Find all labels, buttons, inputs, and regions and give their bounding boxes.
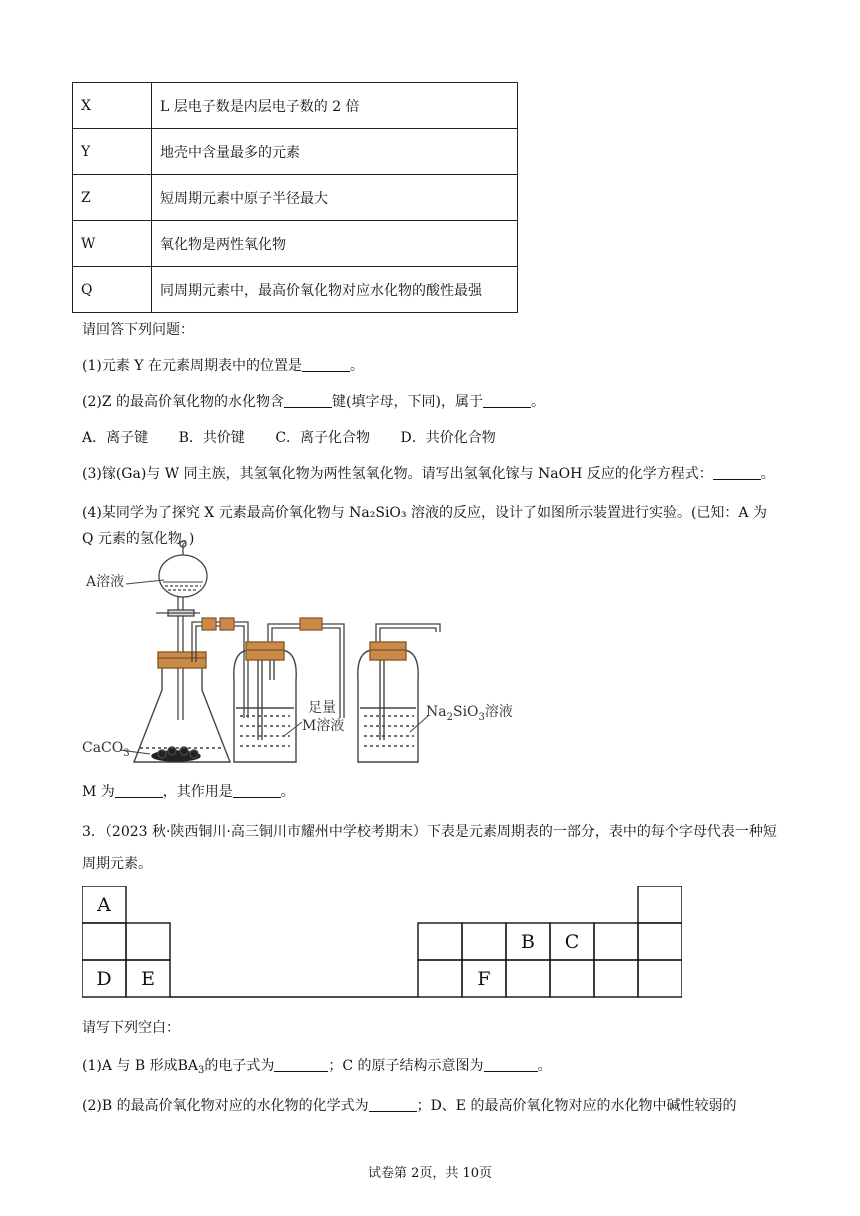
- element-row: [73, 175, 518, 221]
- cell-a: A: [97, 894, 111, 916]
- element-row: [73, 221, 518, 267]
- element-info-table: [72, 82, 518, 313]
- periodic-table-fragment: [82, 886, 682, 998]
- q2-part1: (1)元素 Y 在元素周期表中的位置是 。: [82, 358, 364, 374]
- q3-part2: (2)B 的最高价氧化物对应的水化物的化学式为 ；D、E 的最高价氧化物对应的水化物中碱性较弱的: [82, 1098, 737, 1114]
- element-description: 同周期元素中，最高价氧化物对应水化物的酸性最强: [152, 267, 518, 313]
- answer-blank[interactable]: [302, 357, 350, 372]
- erlenmeyer-flask: [134, 652, 230, 762]
- label-caco3: CaCO$_3$: [82, 740, 130, 759]
- answer-blank[interactable]: [233, 783, 281, 798]
- gas-washing-bottle-1: [234, 642, 296, 762]
- cell-e: E: [141, 968, 155, 990]
- q2-part2: (2)Z 的最高价氧化物的水化物含 键(填字母，下同)，属于 。: [82, 394, 545, 410]
- option-d: D．共价化合物: [400, 430, 496, 446]
- answer-blank[interactable]: [484, 1057, 538, 1072]
- q3-header: 3．（2023 秋·陕西铜川·高三铜川市耀州中学校考期末）下表是元素周期表的一部分，表中的每个字母代表一种短周期元素。: [82, 824, 777, 872]
- experiment-apparatus-diagram: [80, 540, 520, 775]
- element-row: [73, 129, 518, 175]
- element-symbol: Z: [73, 175, 152, 221]
- option-c: C．离子化合物: [275, 430, 371, 446]
- element-symbol: Y: [73, 129, 152, 175]
- cell-f: F: [477, 968, 491, 990]
- q3-part1: (1)A 与 B 形成$BA_3$的电子式为 ；C 的原子结构示意图为 。: [82, 1058, 552, 1076]
- q2-m-line: M 为 ，其作用是 。: [82, 784, 295, 800]
- option-a: A．离子键: [82, 430, 149, 446]
- gas-washing-bottle-2: [358, 642, 418, 762]
- q2-options: [82, 428, 522, 448]
- element-symbol: Q: [73, 267, 152, 313]
- element-description: L 层电子数是内层电子数的 2 倍: [152, 83, 518, 129]
- element-description: 氧化物是两性氧化物: [152, 221, 518, 267]
- label-m-solution-line1: 足量: [308, 700, 336, 716]
- formula-ba3: $BA_3$: [177, 1058, 205, 1076]
- element-description: 地壳中含量最多的元素: [152, 129, 518, 175]
- label-a-solution: A溶液: [86, 574, 125, 590]
- element-row: [73, 83, 518, 129]
- option-b: B．共价键: [178, 430, 245, 446]
- element-row: [73, 267, 518, 313]
- cell-b: B: [521, 931, 535, 953]
- separatory-funnel: [156, 541, 207, 720]
- element-symbol: W: [73, 221, 152, 267]
- label-na2sio3-solution: $Na_2SiO_3$溶液: [426, 704, 513, 723]
- label-m-solution-line2: M溶液: [302, 718, 345, 734]
- q2-intro: 请回答下列问题：: [82, 322, 194, 338]
- answer-blank[interactable]: [274, 1057, 328, 1072]
- answer-blank[interactable]: [284, 393, 332, 408]
- q2-part3: (3)镓(Ga)与 W 同主族，其氢氧化物为两性氢氧化物。请写出氢氧化镓与 NaOH 反应的化学方程式： 。: [82, 466, 775, 482]
- element-symbol: X: [73, 83, 152, 129]
- cell-c: C: [564, 931, 580, 953]
- q2-part4: (4)某同学为了探究 X 元素最高价氧化物与 Na₂SiO₃ 溶液的反应，设计了如图所示装置进行实验。(已知：A 为 Q 元素的氢化物。): [82, 505, 767, 547]
- answer-blank[interactable]: [713, 465, 761, 480]
- answer-blank[interactable]: [369, 1097, 417, 1112]
- cell-d: D: [96, 968, 112, 990]
- page-footer: 试卷第 2页，共 10页: [367, 1166, 493, 1181]
- element-description: 短周期元素中原子半径最大: [152, 175, 518, 221]
- answer-blank[interactable]: [115, 783, 163, 798]
- answer-blank[interactable]: [483, 393, 531, 408]
- q3-fill-instruction: 请写下列空白：: [82, 1020, 180, 1036]
